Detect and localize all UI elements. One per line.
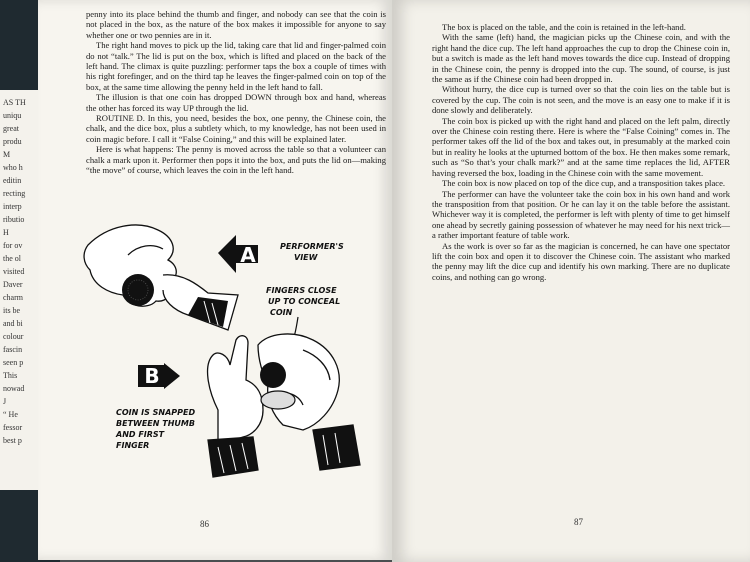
caption-coin-snapped: AND FIRST: [116, 430, 165, 439]
left-page: [38, 0, 392, 560]
background-text-line: J: [3, 397, 7, 406]
background-text-line: ributio: [3, 215, 25, 224]
caption-performers-view: PERFORMER'S: [280, 242, 344, 251]
background-text-line: This: [3, 371, 18, 380]
paragraph: As the work is over so far as the magician is concerned, he can have one spectator lift the coin box and open it to discover the Chinese coin. The assistant who marked the penny may lift the dice cup and identify his own marking. There are no duplicate coins, and nothing can go wrong.: [432, 240, 730, 282]
background-text-line: its be: [3, 306, 21, 315]
paragraph: The coin box is now placed on top of the dice cup, and a transposition takes place.: [442, 178, 726, 189]
right-page: [392, 0, 750, 562]
background-text-line: uniqu: [3, 111, 22, 120]
background-text-line: H: [3, 228, 9, 237]
background-text-line: produ: [3, 137, 22, 146]
background-text-line: M: [3, 150, 11, 159]
figure-a-hand: [84, 225, 238, 330]
background-text-line: who h: [3, 163, 23, 172]
right-page-text: [432, 22, 730, 282]
left-page-text: [86, 9, 386, 176]
background-text-line: great: [3, 124, 19, 133]
caption-performers-view: VIEW: [294, 253, 318, 262]
background-text-line: nowad: [3, 384, 25, 393]
paragraph: penny into its place behind the thumb and finger, and nobody can see that the coin is not placed in the box, as the nature of the box makes it impossible for anyone to say whether one or two pennies are in it.: [86, 9, 386, 40]
label-b-letter: B: [144, 364, 160, 388]
background-text-line: editin: [3, 176, 22, 185]
caption-coin-snapped: FINGER: [116, 441, 150, 450]
paragraph: The right hand moves to pick up the lid, taking care that lid and finger-palmed coin do not “talk.” The lid is put on the box, which is lifted and placed on the back of the left hand. The climax is quite puzzling: performer taps the box a couple of times with his right forefinger, and on the third tap he leaves the finger-palmed coin on top of the box, at the same time allowing the penny held in the left hand to fall.: [86, 40, 386, 92]
coin-box-icon: [261, 391, 295, 409]
coin-icon: [122, 274, 154, 306]
coin-icon: [260, 362, 286, 388]
page-number-left: 86: [200, 519, 209, 529]
paragraph: Without hurry, the dice cup is turned over so that the coin lies on the table but is covered by the cup. The coin is not seen, and the move is an easy one to make if it is done slowly and deliberately.: [432, 84, 730, 116]
background-text-line: recting: [3, 189, 26, 198]
background-text-line: fessor: [3, 423, 23, 432]
paragraph: The illusion is that one coin has dropped DOWN through box and hand, whereas the other has forced its way UP through the lid.: [86, 92, 386, 113]
page-number-right: 87: [574, 517, 583, 527]
caption-fingers-close: UP TO CONCEAL: [268, 297, 341, 306]
background-text-line: “ He: [3, 410, 18, 419]
paragraph: The coin box is picked up with the right hand and placed on the left palm, directly over the Chinese coin resting there. Here is where the “False Coining” comes in. The performer takes off the lid of the box and takes out, in presumably at the marked coin but in reality he looks at the upturned bottom of the box. He then makes some remark, such as “So that’s your chalk mark?” and at the same time replaces the lid, AFTER having reversed the box, loading in the Chinese coin with the same movement.: [432, 115, 730, 178]
background-text-line: Daver: [3, 280, 23, 289]
paragraph: ROUTINE D. In this, you need, besides the box, one penny, the Chinese coin, the chalk, and the dice box, plus a subtlety which, to my knowledge, has not been used in coin magic before. I call it “False Coining,” and this will be explained later.: [86, 113, 386, 144]
label-b-badge: [138, 363, 180, 389]
background-text-line: AS TH: [3, 98, 26, 107]
paragraph: The box is placed on the table, and the coin is retained in the left-hand.: [442, 22, 686, 32]
background-text-line: charm: [3, 293, 23, 302]
background-text-line: interp: [3, 202, 22, 211]
caption-fingers-close: FINGERS CLOSE: [266, 286, 337, 295]
paragraph: Here is what happens: The penny is moved across the table so that a volunteer can chalk a mark upon it. Performer then pops it into the box, and puts the lid on—making “the move” of course, which leaves the coin in the left hand.: [86, 144, 386, 176]
background-text-line: and bi: [3, 319, 23, 328]
background-text-line: visited: [3, 267, 25, 276]
label-a-badge: [218, 235, 258, 273]
background-text-line: fascin: [3, 345, 23, 354]
paragraph: The performer can have the volunteer take the coin box in his own hand and work the transposition from that position. Or he can lay it on the table before the assistant. Whichever way it is completed, the performer is left with plenty of time to get himself one ahead by secretly gaining possession of whatever he may need for his next trick—a rather important feature of table work.: [432, 188, 730, 241]
paragraph: With the same (left) hand, the magician picks up the Chinese coin, and with the right hand the dice cup. The left hand approaches the cup to drop the Chinese coin in, but a switch is made as the left hand moves towards the dice cup. Instead of dropping in the Chinese coin, the penny is dropped into the cup. The sound, of course, is just the same as if the Chinese coin had been dropped in.: [432, 32, 730, 85]
coin-trick-illustration: [68, 215, 388, 495]
background-text-line: seen p: [3, 358, 24, 367]
background-text-line: for ov: [3, 241, 23, 250]
caption-coin-snapped: BETWEEN THUMB: [116, 419, 195, 428]
caption-coin-snapped: COIN IS SNAPPED: [116, 408, 196, 417]
background-text-line: the ol: [3, 254, 21, 263]
background-text-line: best p: [3, 436, 22, 445]
caption-fingers-close: COIN: [270, 308, 293, 317]
background-text-line: colour: [3, 332, 24, 341]
label-a-letter: A: [240, 243, 256, 267]
